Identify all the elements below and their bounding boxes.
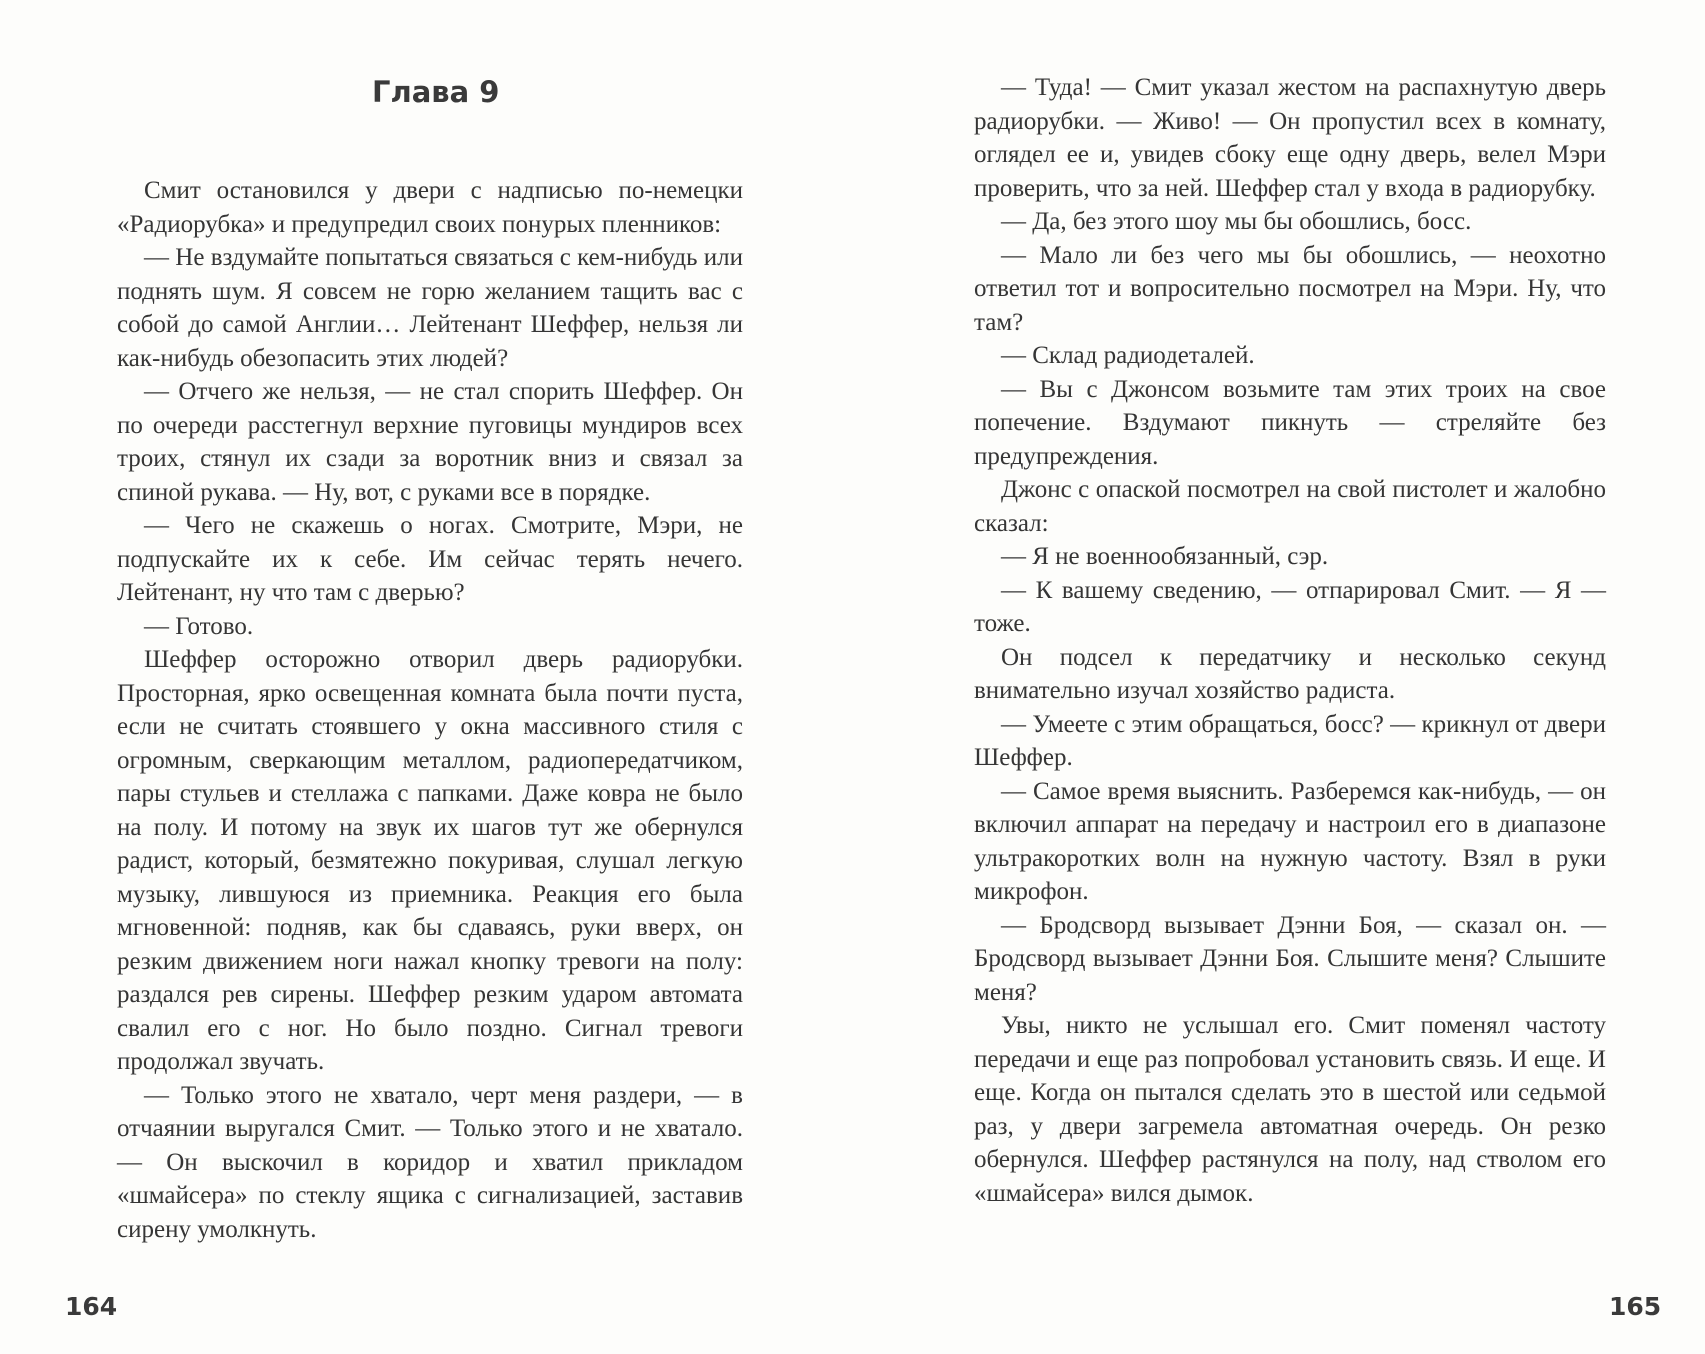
paragraph: — Умеете с этим обращаться, босс? — крикнул от двери Шеффер. [974,710,1606,771]
page-number-left: 164 [65,1292,118,1321]
paragraph: — Вы с Джонсом возьмите там этих троих на свое попечение. Вздумают пикнуть — стреляйте без предупреждения. [974,375,1606,470]
paragraph: Он подсел к передатчику и несколько секунд внимательно изучал хозяйство радиста. [974,643,1606,704]
paragraph: — Не вздумайте попытаться связаться с кем-нибудь или поднять шум. Я совсем не горю желанием тащить вас с собой до самой Англии… Лейтенант Шеффер, нельзя ли как-нибудь обезопасить этих людей? [117,244,743,372]
paragraph: — Мало ли без чего мы бы обошлись, — неохотно ответил тот и вопросительно посмотрел на Мэри. Ну, что там? [974,241,1606,336]
paragraph: — Да, без этого шоу мы бы обошлись, босс. [1001,208,1472,235]
paragraph: — Туда! — Смит указал жестом на распахнутую дверь радиорубки. — Живо! — Он пропустил всех в комнату, оглядел ее и, увидев сбоку еще одну дверь, велел Мэри проверить, что за ней. Шеффер стал у входа в радиорубку. [974,74,1606,202]
paragraph: Шеффер осторожно отворил дверь радиорубки. Просторная, ярко освещенная комната была почти пуста, если не считать стоявшего у окна массивного стиля с огромным, сверкающим металлом, радиопередатчиком, пары стульев и стеллажа с папками. Даже ковра не было на полу. И потому на звук их шагов тут же обернулся радист, который, безмятежно покуривая, слушал легкую музыку, лившуюся из приемника. Реакция его была мгновенной: подняв, как бы сдаваясь, руки вверх, он резким движением ноги нажал кнопку тревоги на полу: раздался рев сирены. Шеффер резким ударом автомата свалил его с ног. Но было поздно. Сигнал тревоги продолжал звучать. [117,646,743,1075]
paragraph: — Самое время выяснить. Разберемся как-нибудь, — он включил аппарат на передачу и настроил его в диапазоне ультракоротких волн на нужную частоту. Взял в руки микрофон. [974,777,1606,905]
paragraph: — Отчего же нельзя, — не стал спорить Шеффер. Он по очереди расстегнул верхние пуговицы мундиров всех троих, стянул их сзади за воротник вниз и связал за спиной рукава. — Ну, вот, с руками все в порядке. [117,378,743,506]
left-page [0,0,852,1354]
paragraph: — Бродсворд вызывает Дэнни Боя, — сказал он. — Бродсворд вызывает Дэнни Боя. Слышите меня? Слышите меня? [974,911,1606,1006]
paragraph: — Склад радиодеталей. [1001,342,1255,369]
paragraph: — Я не военнообязанный, сэр. [1001,543,1329,570]
paragraph: Смит остановился у двери с надписью по-немецки «Радиорубка» и предупредил своих понурых пленников: [117,177,743,238]
paragraph: — Готово. [144,612,254,640]
paragraph: — Чего не скажешь о ногах. Смотрите, Мэри, не подпускайте их к себе. Им сейчас терять нечего. Лейтенант, ну что там с дверью? [117,512,743,606]
right-page [852,0,1705,1354]
left-page-text [117,174,743,1246]
page-number-right: 165 [1609,1292,1662,1321]
right-page-text [974,71,1606,1210]
paragraph: — К вашему сведению, — отпарировал Смит. — Я — тоже. [974,576,1606,637]
paragraph: Увы, никто не услышал его. Смит поменял частоту передачи и еще раз попробовал установить связь. И еще. И еще. Когда он пытался сделать это в шестой или седьмой раз, у двери загремела автоматная очередь. Он резко обернулся. Шеффер растянулся на полу, над стволом его «шмайсера» вился дымок. [974,1012,1606,1207]
paragraph: Джонс с опаской посмотрел на свой пистолет и жалобно сказал: [974,476,1606,537]
chapter-title: Глава 9 [372,75,500,109]
paragraph: — Только этого не хватало, черт меня раздери, — в отчаянии выругался Смит. — Только этого и не хватало. — Он выскочил в коридор и хватил прикладом «шмайсера» по стеклу ящика с сигнализацией, заставив сирену умолкнуть. [117,1081,743,1243]
